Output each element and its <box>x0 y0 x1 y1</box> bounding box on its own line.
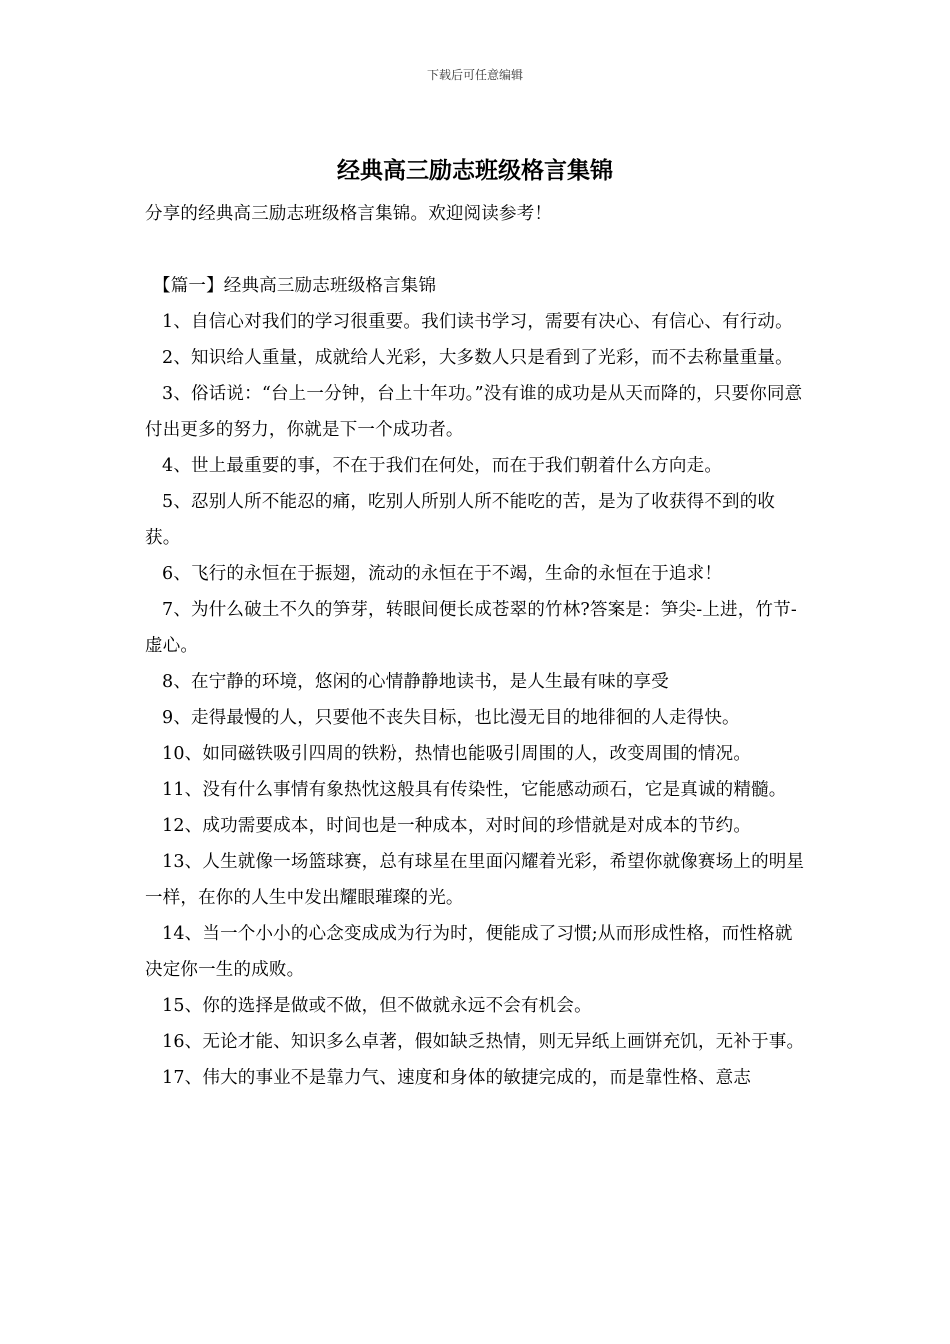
page-header-note: 下载后可任意编辑 <box>426 68 523 82</box>
section-heading: 【篇一】经典高三励志班级格言集锦 <box>153 276 437 296</box>
motto-item: 16、无论才能、知识多么卓著，假如缺乏热情，则无异纸上画饼充饥，无补于事。 <box>162 1032 805 1052</box>
motto-item: 2、知识给人重量，成就给人光彩，大多数人只是看到了光彩，而不去称量重量。 <box>162 348 793 368</box>
motto-item: 4、世上最重要的事，不在于我们在何处，而在于我们朝着什么方向走。 <box>162 456 723 476</box>
motto-item: 5、忍别人所不能忍的痛，吃别人所别人所不能吃的苦，是为了收获得不到的收获。 <box>145 492 776 548</box>
motto-item: 9、走得最慢的人，只要他不丧失目标，也比漫无目的地徘徊的人走得快。 <box>162 708 740 728</box>
motto-item: 15、你的选择是做或不做，但不做就永远不会有机会。 <box>162 996 592 1016</box>
motto-item: 11、没有什么事情有象热忱这般具有传染性，它能感动顽石，它是真诚的精髓。 <box>162 780 787 800</box>
motto-item: 10、如同磁铁吸引四周的铁粉，热情也能吸引周围的人，改变周围的情况。 <box>162 744 752 764</box>
motto-item: 17、伟大的事业不是靠力气、速度和身体的敏捷完成的，而是靠性格、意志 <box>162 1068 752 1088</box>
motto-item: 1、自信心对我们的学习很重要。我们读书学习，需要有决心、有信心、有行动。 <box>162 312 793 332</box>
motto-list <box>145 304 807 1096</box>
document-body <box>145 196 807 1096</box>
motto-item: 3、俗话说：“台上一分钟，台上十年功。”没有谁的成功是从天而降的，只要你同意付出更多的努力，你就是下一个成功者。 <box>145 384 803 440</box>
motto-item: 13、人生就像一场篮球赛，总有球星在里面闪耀着光彩，希望你就像赛场上的明星一样，在你的人生中发出耀眼璀璨的光。 <box>145 852 805 908</box>
motto-item: 14、当一个小小的心念变成成为行为时，便能成了习惯;从而形成性格，而性格就决定你一生的成败。 <box>145 924 793 980</box>
document-title: 经典高三励志班级格言集锦 <box>337 157 613 184</box>
motto-item: 6、飞行的永恒在于振翅，流动的永恒在于不竭，生命的永恒在于追求！ <box>162 564 723 584</box>
intro-paragraph: 分享的经典高三励志班级格言集锦。欢迎阅读参考！ <box>145 204 553 224</box>
motto-item: 7、为什么破土不久的笋芽，转眼间便长成苍翠的竹林?答案是：笋尖-上进，竹节-虚心。 <box>145 600 797 656</box>
motto-item: 8、在宁静的环境，悠闲的心情静静地读书，是人生最有味的享受 <box>162 672 669 692</box>
motto-item: 12、成功需要成本，时间也是一种成本，对时间的珍惜就是对成本的节约。 <box>162 816 752 836</box>
